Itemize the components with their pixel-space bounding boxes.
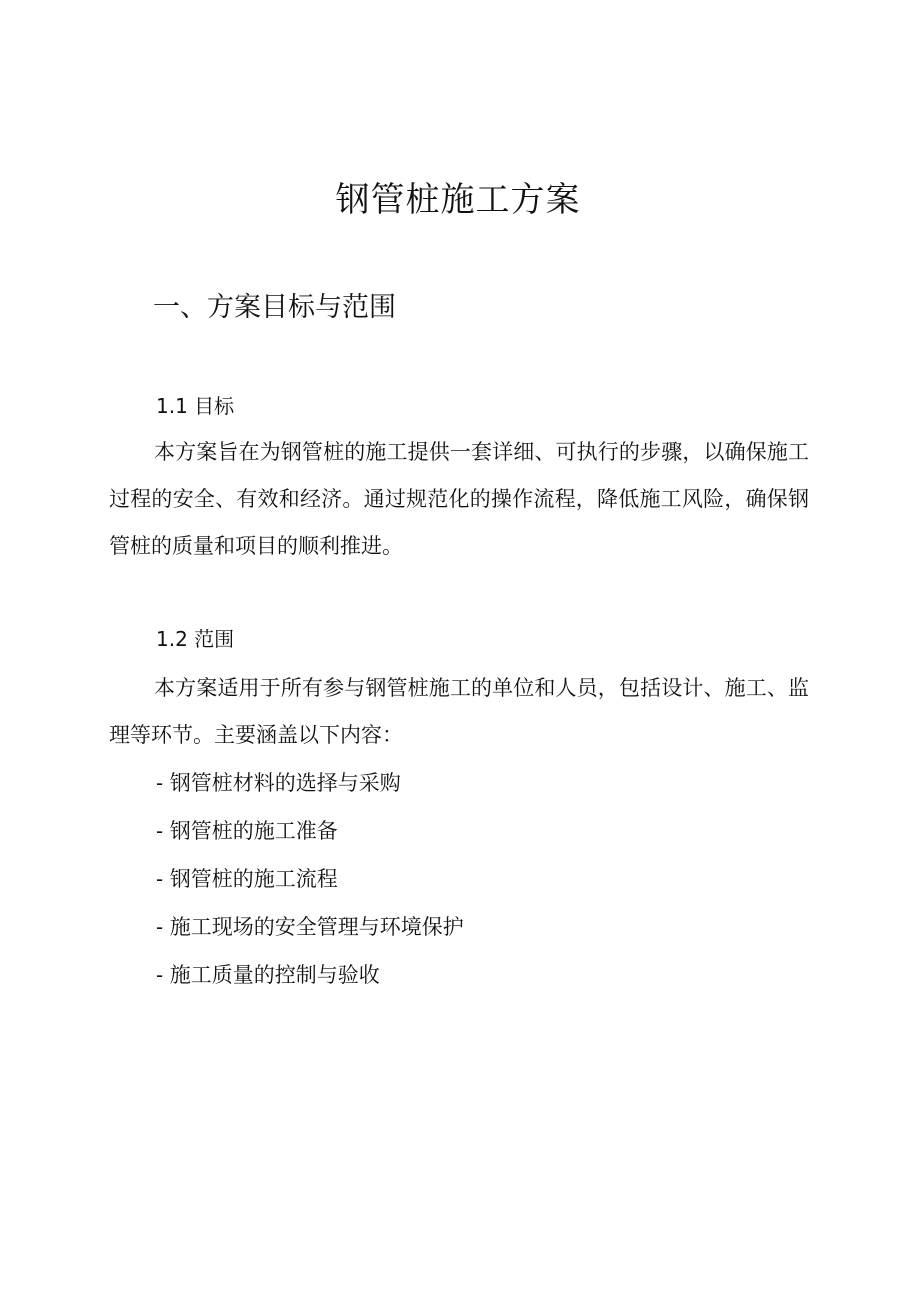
list-item: - 施工质量的控制与验收 (156, 963, 380, 987)
list-item: - 钢管桩的施工准备 (156, 819, 338, 843)
list-item: - 施工现场的安全管理与环境保护 (156, 915, 464, 939)
subsection-heading-1-1: 1.1 目标 (156, 394, 235, 418)
paragraph-scope: 本方案适用于所有参与钢管桩施工的单位和人员，包括设计、施工、监理等环节。主要涵盖以下内容： (109, 676, 809, 747)
subsection-heading-1-2: 1.2 范围 (156, 627, 235, 651)
list-item: - 钢管桩的施工流程 (156, 867, 338, 891)
list-item: - 钢管桩材料的选择与采购 (156, 771, 401, 795)
scope-list (156, 759, 464, 999)
section-heading-1: 一、方案目标与范围 (153, 292, 396, 323)
document-title: 钢管桩施工方案 (335, 180, 581, 220)
paragraph-goal: 本方案旨在为钢管桩的施工提供一套详细、可执行的步骤，以确保施工过程的安全、有效和经济。通过规范化的操作流程，降低施工风险，确保钢管桩的质量和项目的顺利推进。 (109, 440, 809, 558)
